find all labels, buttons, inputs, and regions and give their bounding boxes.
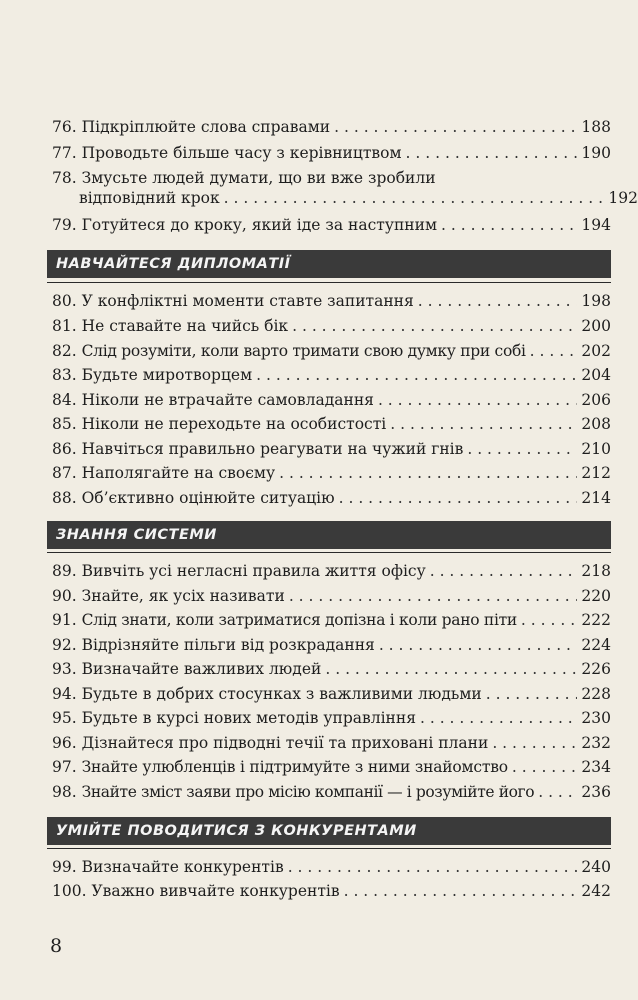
entry-page: 228 <box>581 685 611 703</box>
entry-number: 91. <box>52 611 77 629</box>
entry-title: Дізнайтеся про підводні течії та приховані плани <box>81 734 489 752</box>
toc-entry-82[interactable] <box>52 341 611 361</box>
toc-entry-84[interactable] <box>52 390 611 410</box>
section-heading-diplomacy: НАВЧАЙТЕСЯ ДИПЛОМАТІЇ <box>47 250 611 278</box>
entry-title: Уважно вивчайте конкурентів <box>91 882 340 900</box>
entry-title: Наполягайте на своєму <box>81 464 276 482</box>
leader-dots <box>441 215 577 235</box>
entry-page: 236 <box>581 783 611 801</box>
leader-dots <box>530 341 578 361</box>
entry-title: Готуйтеся до кроку, який іде за наступним <box>81 216 438 234</box>
entry-number: 93. <box>52 660 77 678</box>
entry-number: 96. <box>52 734 77 752</box>
toc-entry-100[interactable] <box>52 881 611 901</box>
toc-entry-90[interactable] <box>52 586 611 606</box>
entry-title: Будьте миротворцем <box>81 366 253 384</box>
section-divider <box>47 848 611 849</box>
entry-title: Слід знати, коли затриматися допізна і коли рано піти <box>81 611 517 629</box>
entry-number: 89. <box>52 562 77 580</box>
toc-entry-94[interactable] <box>52 684 611 704</box>
entry-title: Будьте в курсі нових методів управління <box>81 709 416 727</box>
entry-number: 79. <box>52 216 77 234</box>
entry-title: Знайте зміст заяви про місію компанії — і розумійте його <box>81 783 535 801</box>
leader-dots <box>289 586 578 606</box>
entry-page: 208 <box>581 415 611 433</box>
entry-page: 240 <box>581 858 611 876</box>
leader-dots <box>492 733 577 753</box>
toc-entry-99[interactable] <box>52 857 611 877</box>
entry-number: 83. <box>52 366 77 384</box>
entry-page: 190 <box>581 144 611 162</box>
toc-entry-88[interactable] <box>52 488 611 508</box>
entry-title: Змусьте людей думати, що ви вже зробили <box>81 169 436 187</box>
entry-title: Об’єктивно оцінюйте ситуацію <box>81 489 335 507</box>
entry-title: Визначайте конкурентів <box>81 858 284 876</box>
entry-title: Вивчіть усі негласні правила життя офісу <box>81 562 426 580</box>
entry-page: 214 <box>581 489 611 507</box>
entry-page: 198 <box>581 292 611 310</box>
entry-number: 81. <box>52 317 77 335</box>
toc-entry-95[interactable] <box>52 708 611 728</box>
toc-entry-92[interactable] <box>52 635 611 655</box>
entry-page: 230 <box>581 709 611 727</box>
entry-number: 92. <box>52 636 77 654</box>
entry-title: Слід розуміти, коли варто тримати свою думку при собі <box>81 342 526 360</box>
toc-entry-98[interactable] <box>52 782 611 802</box>
entry-page: 192 <box>608 189 638 207</box>
toc-entry-79[interactable] <box>52 215 611 235</box>
entry-title: Ніколи не втрачайте самовладання <box>81 391 374 409</box>
leader-dots <box>379 635 578 655</box>
entry-page: 202 <box>581 342 611 360</box>
toc-entry-96[interactable] <box>52 733 611 753</box>
toc-entry-89[interactable] <box>52 561 611 581</box>
entry-title: Проводьте більше часу з керівництвом <box>81 144 402 162</box>
entry-number: 94. <box>52 685 77 703</box>
entry-title: Ніколи не переходьте на особистості <box>81 415 387 433</box>
entry-number: 80. <box>52 292 77 310</box>
entry-page: 212 <box>581 464 611 482</box>
entry-number: 88. <box>52 489 77 507</box>
toc-entry-93[interactable] <box>52 659 611 679</box>
entry-page: 210 <box>581 440 611 458</box>
entry-number: 98. <box>52 783 77 801</box>
leader-dots <box>486 684 578 704</box>
leader-dots <box>406 143 578 163</box>
entry-page: 232 <box>581 734 611 752</box>
leader-dots <box>279 463 577 483</box>
entry-page: 222 <box>581 611 611 629</box>
entry-number: 76. <box>52 118 77 136</box>
entry-title: У конфліктні моменти ставте запитання <box>81 292 414 310</box>
entry-page: 218 <box>581 562 611 580</box>
leader-dots <box>224 188 605 208</box>
entry-number: 87. <box>52 464 77 482</box>
toc-entry-80[interactable] <box>52 291 611 311</box>
toc-entry-76[interactable] <box>52 117 611 137</box>
section-heading-system: ЗНАННЯ СИСТЕМИ <box>47 521 611 549</box>
entry-number: 90. <box>52 587 77 605</box>
leader-dots <box>521 610 577 630</box>
toc-entry-85[interactable] <box>52 414 611 434</box>
entry-number: 99. <box>52 858 77 876</box>
entry-number: 77. <box>52 144 77 162</box>
leader-dots <box>344 881 578 901</box>
toc-entry-86[interactable] <box>52 439 611 459</box>
entry-title: Підкріплюйте слова справами <box>81 118 331 136</box>
entry-page: 224 <box>581 636 611 654</box>
leader-dots <box>334 117 577 137</box>
entry-title: Не ставайте на чийсь бік <box>81 317 289 335</box>
entry-page: 226 <box>581 660 611 678</box>
toc-entry-87[interactable] <box>52 463 611 483</box>
entry-number: 97. <box>52 758 77 776</box>
entry-page: 242 <box>581 882 611 900</box>
toc-entry-81[interactable] <box>52 316 611 336</box>
entry-page: 200 <box>581 317 611 335</box>
entry-page: 194 <box>581 216 611 234</box>
leader-dots <box>418 291 578 311</box>
section-divider <box>47 282 611 283</box>
leader-dots <box>390 414 577 434</box>
toc-entry-83[interactable] <box>52 365 611 385</box>
entry-title: Знайте улюбленців і підтримуйте з ними знайомство <box>81 758 508 776</box>
toc-entry-91[interactable] <box>52 610 611 630</box>
entry-page: 206 <box>581 391 611 409</box>
leader-dots <box>512 757 578 777</box>
entry-number: 84. <box>52 391 77 409</box>
toc-entry-97[interactable] <box>52 757 611 777</box>
entry-title: Визначайте важливих людей <box>81 660 322 678</box>
page-number: 8 <box>50 935 63 957</box>
entry-number: 86. <box>52 440 77 458</box>
leader-dots <box>292 316 577 336</box>
entry-number: 95. <box>52 709 77 727</box>
entry-number: 78. <box>52 169 77 187</box>
section-divider <box>47 552 611 553</box>
entry-number: 85. <box>52 415 77 433</box>
entry-page: 188 <box>581 118 611 136</box>
entry-title-continued: відповідний крок <box>79 189 220 207</box>
entry-page: 234 <box>581 758 611 776</box>
toc-entry-78[interactable] <box>52 168 638 208</box>
leader-dots <box>467 439 577 459</box>
entry-title: Будьте в добрих стосунках з важливими людьми <box>81 685 482 703</box>
entry-page: 204 <box>581 366 611 384</box>
leader-dots <box>288 857 578 877</box>
leader-dots <box>430 561 578 581</box>
entry-title: Відрізняйте пільги від розкрадання <box>81 636 375 654</box>
leader-dots <box>420 708 577 728</box>
entry-number: 82. <box>52 342 77 360</box>
entry-title: Знайте, як усіх називати <box>81 587 285 605</box>
leader-dots <box>256 365 577 385</box>
toc-entry-77[interactable] <box>52 143 611 163</box>
leader-dots <box>339 488 578 508</box>
leader-dots <box>325 659 577 679</box>
entry-title: Навчіться правильно реагувати на чужий гнів <box>81 440 464 458</box>
leader-dots <box>378 390 577 410</box>
entry-page: 220 <box>581 587 611 605</box>
leader-dots <box>538 782 577 802</box>
entry-number: 100. <box>52 882 87 900</box>
section-heading-competitors: УМІЙТЕ ПОВОДИТИСЯ З КОНКУРЕНТАМИ <box>47 817 611 845</box>
